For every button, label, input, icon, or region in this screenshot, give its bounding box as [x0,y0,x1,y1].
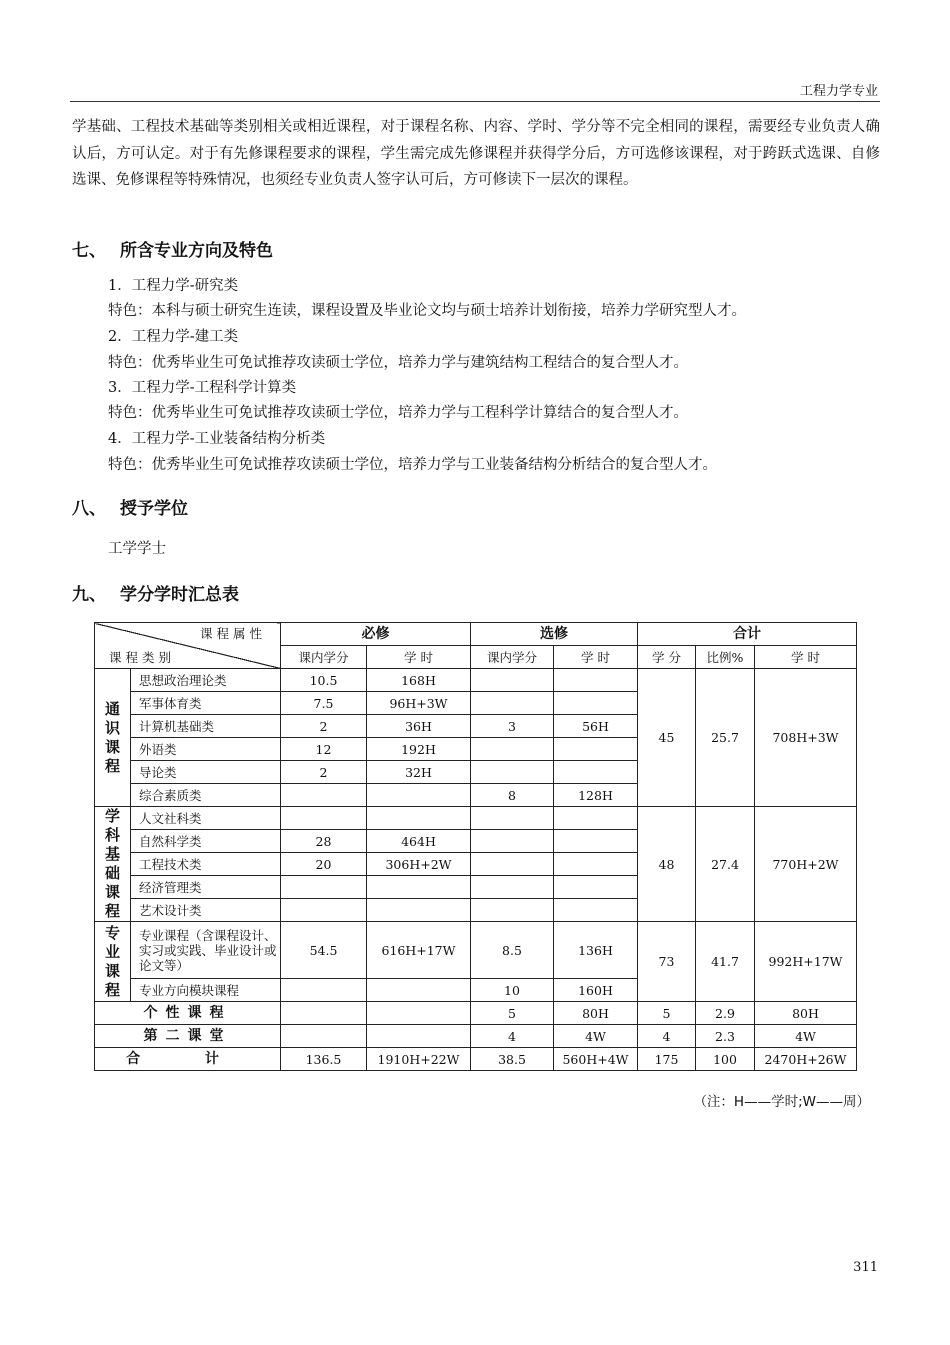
table-row [95,1048,857,1071]
req-hours: 1910H+22W [367,1048,471,1071]
course-type: 军事体育类 [131,692,281,715]
ratio: 100 [696,1048,755,1071]
section-9-number: 九、 [72,585,106,605]
ele-hours [554,692,638,715]
group-elective: 选修 [471,623,638,646]
course-type: 思想政治理论类 [131,669,281,692]
ele-credit [471,876,554,899]
req-hours: 306H+2W [367,853,471,876]
second-class-label: 第二课堂 [95,1025,281,1048]
req-credit [281,876,367,899]
ele-credit [471,761,554,784]
total-hours: 708H+3W [755,669,857,807]
req-credit: 20 [281,853,367,876]
direction-1-name: 1．工程力学-研究类 [108,278,239,294]
ele-hours [554,669,638,692]
req-hours: 96H+3W [367,692,471,715]
category-label: 专业课程 [95,922,131,1002]
section-9-title: 学分学时汇总表 [120,585,239,605]
ele-credit [471,830,554,853]
req-hours: 616H+17W [367,922,471,979]
direction-3-name: 3．工程力学-工程科学计算类 [108,380,297,396]
direction-4-name: 4．工程力学-工业装备结构分析类 [108,431,326,447]
total-credit: 5 [638,1002,696,1025]
ele-hours: 136H [554,922,638,979]
corner-header [95,623,281,669]
req-hours [367,784,471,807]
total-hours: 4W [755,1025,857,1048]
ratio: 27.4 [696,807,755,922]
req-hours [367,876,471,899]
corner-top-label: 课程属性 [199,626,266,641]
course-type: 经济管理类 [131,876,281,899]
section-7-heading [72,236,273,261]
table-row [95,669,857,692]
total-hours: 992H+17W [755,922,857,1002]
course-type: 导论类 [131,761,281,784]
course-type: 综合素质类 [131,784,281,807]
req-credit: 2 [281,715,367,738]
course-type: 专业方向模块课程 [131,979,281,1002]
total-credit: 45 [638,669,696,807]
table-header-row-1 [95,623,857,646]
req-credit: 28 [281,830,367,853]
req-credit [281,1002,367,1025]
course-type: 外语类 [131,738,281,761]
section-9-heading [72,580,239,605]
req-hours [367,899,471,922]
table-row [95,1002,857,1025]
ele-hours [554,853,638,876]
req-hours: 36H [367,715,471,738]
req-credit: 12 [281,738,367,761]
degree-text: 工学学士 [108,541,166,557]
ele-credit: 8.5 [471,922,554,979]
course-type: 人文社科类 [131,807,281,830]
section-8-heading [72,494,188,519]
subhead-ele-credit: 课内学分 [471,646,554,669]
subhead-ratio: 比例% [696,646,755,669]
ele-credit [471,669,554,692]
ele-credit [471,899,554,922]
direction-3-feature: 特色：优秀毕业生可免试推荐攻读硕士学位，培养力学与工程科学计算结合的复合型人才。 [108,405,688,421]
credit-summary-table [94,622,857,1071]
ele-credit [471,807,554,830]
section-8-number: 八、 [72,499,106,519]
ele-hours: 560H+4W [554,1048,638,1071]
ele-credit: 4 [471,1025,554,1048]
ele-hours [554,738,638,761]
subhead-total-hours: 学 时 [755,646,857,669]
ele-credit: 10 [471,979,554,1002]
direction-4-feature: 特色：优秀毕业生可免试推荐攻读硕士学位，培养力学与工业装备结构分析结合的复合型人才。 [108,457,717,473]
section-8-title: 授予学位 [120,499,188,519]
intro-paragraph: 学基础、工程技术基础等类别相关或相近课程，对于课程名称、内容、学时、学分等不完全相同的课程，需要经专业负责人确认后，方可认定。对于有先修课程要求的课程，学生需完成先修课程并获得学分后，方可选修该课程，对于跨跃式选课、自修选课、免修课程等特殊情况，也须经专业负责人签字认可后，方可修读下一层次的课程。 [72,119,880,188]
ele-hours [554,876,638,899]
req-credit [281,899,367,922]
corner-bottom-label: 课程类别 [109,650,176,665]
ele-hours: 56H [554,715,638,738]
direction-2-name: 2．工程力学-建工类 [108,329,239,345]
page-number: 311 [853,1260,878,1275]
ele-hours: 128H [554,784,638,807]
course-type: 专业课程（含课程设计、实习或实践、毕业设计或论文等） [131,922,281,979]
ele-hours [554,899,638,922]
req-hours: 168H [367,669,471,692]
ele-credit: 5 [471,1002,554,1025]
category-label: 学科基础课程 [95,807,131,922]
running-header: 工程力学专业 [799,84,878,99]
table-row [95,922,857,979]
course-type: 计算机基础类 [131,715,281,738]
header-rule [70,101,880,102]
req-credit [281,1025,367,1048]
group-required: 必修 [281,623,471,646]
req-hours: 192H [367,738,471,761]
req-hours [367,1002,471,1025]
req-hours [367,1025,471,1048]
ele-credit [471,738,554,761]
course-type: 自然科学类 [131,830,281,853]
req-hours [367,807,471,830]
section-7-title: 所含专业方向及特色 [120,241,273,261]
ele-credit [471,692,554,715]
ratio: 2.9 [696,1002,755,1025]
ele-hours [554,830,638,853]
subhead-req-credit: 课内学分 [281,646,367,669]
req-hours: 32H [367,761,471,784]
total-hours: 2470H+26W [755,1048,857,1071]
course-type: 艺术设计类 [131,899,281,922]
ratio: 2.3 [696,1025,755,1048]
subhead-ele-hours: 学 时 [554,646,638,669]
req-credit [281,807,367,830]
ele-hours: 80H [554,1002,638,1025]
ele-credit: 38.5 [471,1048,554,1071]
total-hours: 770H+2W [755,807,857,922]
direction-2-feature: 特色：优秀毕业生可免试推荐攻读硕士学位，培养力学与建筑结构工程结合的复合型人才。 [108,355,688,371]
req-credit: 136.5 [281,1048,367,1071]
direction-1-feature: 特色：本科与硕士研究生连读，课程设置及毕业论文均与硕士培养计划衔接，培养力学研究型人才。 [108,303,746,319]
ele-credit [471,853,554,876]
ratio: 41.7 [696,922,755,1002]
req-credit [281,784,367,807]
sum-label: 合 计 [95,1048,281,1071]
ele-credit: 3 [471,715,554,738]
total-credit: 73 [638,922,696,1002]
req-credit: 10.5 [281,669,367,692]
total-credit: 4 [638,1025,696,1048]
subhead-req-hours: 学 时 [367,646,471,669]
personal-label: 个性课程 [95,1002,281,1025]
total-credit: 175 [638,1048,696,1071]
ele-credit: 8 [471,784,554,807]
total-credit: 48 [638,807,696,922]
table-note: （注：H——学时;W——周） [693,1094,870,1110]
ele-hours [554,761,638,784]
ele-hours: 160H [554,979,638,1002]
table-row [95,1025,857,1048]
group-total: 合计 [638,623,857,646]
req-credit [281,979,367,1002]
ele-hours: 4W [554,1025,638,1048]
req-hours [367,979,471,1002]
category-label: 通识课程 [95,669,131,807]
req-hours: 464H [367,830,471,853]
total-hours: 80H [755,1002,857,1025]
section-7-number: 七、 [72,241,106,261]
table-row [95,807,857,830]
course-type: 工程技术类 [131,853,281,876]
req-credit: 7.5 [281,692,367,715]
ratio: 25.7 [696,669,755,807]
subhead-total-credit: 学 分 [638,646,696,669]
ele-hours [554,807,638,830]
req-credit: 2 [281,761,367,784]
req-credit: 54.5 [281,922,367,979]
